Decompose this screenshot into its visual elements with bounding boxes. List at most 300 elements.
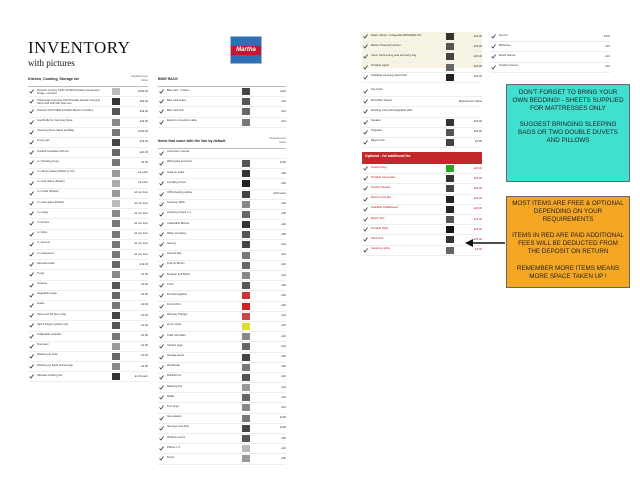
item-photo <box>112 108 120 115</box>
inventory-row <box>362 32 482 42</box>
inventory-row <box>158 220 286 230</box>
inventory-row <box>28 87 148 97</box>
item-price: £40.00 <box>473 207 482 211</box>
inventory-row <box>362 138 482 148</box>
item-name: Inflatable Camping Seat Chair <box>371 74 407 78</box>
item-price: £10 <box>281 263 286 267</box>
item-photo <box>446 119 454 126</box>
item-price: £10 <box>281 99 286 103</box>
item-name: 4 x spoons <box>37 241 50 245</box>
item-photo <box>112 302 120 309</box>
checkmark-icon <box>29 262 33 266</box>
kitchen-header-label: Kitchen, Cooking, Storage etc <box>28 77 80 81</box>
item-photo <box>242 272 250 279</box>
item-name: Duvet <box>167 455 175 459</box>
item-price: £20 <box>281 293 286 297</box>
item-price: £20 <box>281 222 286 226</box>
item-price: £0.00 <box>141 313 148 317</box>
item-price: £0.00 <box>141 344 148 348</box>
checkmark-icon <box>363 227 367 231</box>
item-photo <box>242 374 250 381</box>
inventory-row <box>158 332 286 342</box>
item-name: Clothes pegs <box>167 343 183 347</box>
checkmark-icon <box>491 34 495 38</box>
fees-note-line-2: ITEMS IN RED ARE PAID ADDITIONAL FEES WILL BE DEDUCTED FROM THE DEPOSIT ON RETURN <box>512 232 624 256</box>
inventory-row <box>28 270 148 280</box>
item-price: £1 per item <box>134 252 148 256</box>
checkmark-icon <box>363 248 367 252</box>
inventory-row <box>28 332 148 342</box>
item-price: £10 <box>605 44 610 48</box>
item-name: Spice and Oil Set in bag <box>37 312 66 316</box>
item-name: Storage boxes <box>167 354 185 357</box>
checkmark-icon <box>29 160 33 164</box>
item-photo <box>242 231 250 238</box>
games-column <box>490 32 610 73</box>
item-photo <box>446 33 454 40</box>
item-name: Rubbish bin <box>167 374 182 378</box>
inventory-row <box>28 97 148 107</box>
item-photo <box>112 159 120 166</box>
item-price: £10 <box>281 344 286 348</box>
item-name: Outdoor Shower <box>371 185 391 189</box>
inventory-row <box>28 260 148 270</box>
item-photo <box>242 170 250 177</box>
item-price: £0.00 <box>141 354 148 358</box>
checkmark-icon <box>491 54 495 58</box>
checkmark-icon <box>29 171 33 175</box>
item-photo <box>242 119 250 126</box>
checkmark-icon <box>159 232 163 236</box>
item-price: £10 <box>605 65 610 69</box>
inventory-row <box>158 159 286 169</box>
checkmark-icon <box>159 426 163 430</box>
checkmark-icon <box>159 375 163 379</box>
inventory-row <box>28 311 148 321</box>
checkmark-icon <box>159 436 163 440</box>
item-price: £15.00 <box>473 217 482 221</box>
inventory-row <box>362 87 482 97</box>
inventory-row <box>158 149 286 159</box>
item-price: £20 <box>281 171 286 175</box>
item-photo <box>574 64 582 71</box>
item-photo <box>446 185 454 192</box>
checkmark-icon <box>491 65 495 69</box>
inventory-row <box>28 219 148 229</box>
inventory-row <box>158 87 286 97</box>
item-name: Reading Lamp Rechargeable LED <box>371 108 412 112</box>
item-photo <box>242 435 250 442</box>
inventory-row <box>158 179 286 189</box>
item-name: Electric connection cable <box>167 119 197 123</box>
inventory-row <box>158 312 286 322</box>
checkmark-icon <box>159 416 163 420</box>
inventory-row <box>490 42 610 52</box>
item-photo <box>242 364 250 371</box>
item-photo <box>446 64 454 71</box>
item-price: £1.00 each <box>134 374 148 378</box>
item-photo <box>242 394 250 401</box>
checkmark-icon <box>159 385 163 389</box>
checkmark-icon <box>159 355 163 359</box>
item-price: £20.00 <box>473 186 482 190</box>
bedding-note <box>506 84 630 182</box>
checkmark-icon <box>159 181 163 185</box>
inventory-row <box>362 205 482 215</box>
item-price: £0 per item <box>134 191 148 195</box>
item-name: 4 x mugs <box>37 210 48 214</box>
checkmark-icon <box>29 221 33 225</box>
inventory-row <box>362 128 482 138</box>
item-price: £10 <box>281 109 286 113</box>
default-value-header: Replacement Value <box>269 135 286 144</box>
item-name: Microfibre Towels <box>371 98 392 102</box>
inventory-row <box>158 240 286 250</box>
checkmark-icon <box>159 222 163 226</box>
item-name: Hi Vis Vests <box>167 323 182 327</box>
item-name: Battery Powered Lantern <box>371 43 401 47</box>
item-price: £10 <box>281 405 286 409</box>
item-price: £0.00 <box>141 364 148 368</box>
item-name: Stovetop kettle <box>37 261 55 265</box>
checkmark-icon <box>159 283 163 287</box>
checkmark-icon <box>491 44 495 48</box>
checkmark-icon <box>363 99 367 103</box>
item-name: Beach Tent <box>371 216 385 220</box>
item-name: Outwell Cookware with Lid <box>37 149 69 153</box>
inventory-row <box>490 32 610 42</box>
inventory-row <box>158 393 286 403</box>
inventory-row <box>28 158 148 168</box>
item-name: Outdoor Games <box>499 64 519 68</box>
item-price: £0.00 <box>141 303 148 307</box>
item-name: Fire Pit <box>499 33 508 37</box>
inventory-row <box>158 230 286 240</box>
checkmark-icon <box>363 166 367 170</box>
value-header: Replacement Value <box>131 74 148 82</box>
inventory-row <box>28 148 148 158</box>
inventory-row <box>362 174 482 184</box>
inventory-row <box>362 225 482 235</box>
item-name: Outdoor Rug <box>371 165 387 169</box>
item-name: Mallet <box>167 394 175 398</box>
checkmark-icon <box>29 364 33 368</box>
checkmark-icon <box>159 192 163 196</box>
item-name: 4 x Stacking Cups <box>37 159 59 163</box>
item-name: Windbreak <box>167 364 180 368</box>
item-photo <box>112 333 120 340</box>
item-photo <box>446 43 454 50</box>
checkmark-icon <box>29 232 33 236</box>
bedding-note-line-1: DON'T FORGET TO BRING YOUR OWN BEDDING! - SHEETS SUPPLIED FOR MATTRESSES ONLY <box>512 89 624 113</box>
item-name: Scissors <box>37 282 48 286</box>
inventory-row <box>28 291 148 301</box>
item-price: £30 <box>281 456 286 460</box>
inventory-row <box>362 184 482 194</box>
item-price: £24.00 <box>139 150 148 154</box>
inventory-row <box>28 342 148 352</box>
checkmark-icon <box>363 120 367 124</box>
bike-and-default-column <box>158 72 286 465</box>
item-photo <box>446 196 454 203</box>
item-name: First Aid Kit <box>167 303 181 307</box>
item-price: £49.00 <box>139 120 148 124</box>
checkmark-icon <box>29 211 33 215</box>
item-name: Hammock <box>371 236 384 240</box>
item-price: £30.00 <box>473 75 482 79</box>
item-photo <box>112 149 120 156</box>
inventory-row <box>158 210 286 220</box>
item-photo <box>112 363 120 370</box>
item-name: Dometic Country GP40 30 Wifi Portable Compressor Fridge + Freezer <box>37 88 100 95</box>
inventory-row <box>158 434 286 444</box>
inventory-row <box>158 97 286 107</box>
item-price: £25.00 <box>473 237 482 241</box>
item-name: Camping Table <box>167 201 185 205</box>
checkmark-icon <box>363 197 367 201</box>
item-price: £20.00 <box>473 166 482 170</box>
item-price: £1 each <box>138 181 148 185</box>
inventory-row <box>158 291 286 301</box>
inventory-row <box>158 302 286 312</box>
item-price: £50 <box>281 436 286 440</box>
inventory-row <box>28 281 148 291</box>
inventory-row <box>28 301 148 311</box>
item-price: £199.00 <box>138 130 148 134</box>
item-price: £25.00 <box>473 176 482 180</box>
item-name: Vegetable peeler <box>37 292 58 296</box>
checkmark-icon <box>159 344 163 348</box>
item-name: Camping Stove Stand and Bag <box>37 129 74 133</box>
item-photo <box>112 292 120 299</box>
item-photo <box>574 33 582 40</box>
checkmark-icon <box>29 374 33 378</box>
inventory-row <box>28 199 148 209</box>
item-photo <box>446 53 454 60</box>
inventory-row <box>158 169 286 179</box>
item-name: USB charging cables <box>167 191 193 194</box>
checkmark-icon <box>159 456 163 460</box>
item-price: £10 <box>281 446 286 450</box>
item-price: Replacement Value <box>458 99 482 103</box>
checkmark-icon <box>363 176 367 180</box>
checkmark-icon <box>159 120 163 124</box>
checkmark-icon <box>159 304 163 308</box>
checkmark-icon <box>159 151 163 155</box>
checkmark-icon <box>159 365 163 369</box>
inventory-row <box>28 230 148 240</box>
item-price: £30.00 <box>473 44 482 48</box>
item-price: £50 <box>281 355 286 358</box>
item-name: Gas Bottle for Camping Stove <box>37 119 73 123</box>
item-price: £1 per item <box>134 232 148 236</box>
checkmark-icon <box>363 65 367 69</box>
checkmark-icon <box>29 89 33 93</box>
item-price: £110 <box>280 89 286 93</box>
item-photo <box>112 261 120 268</box>
item-photo <box>242 415 250 422</box>
fees-note <box>506 196 630 288</box>
item-price: £10 <box>281 273 286 277</box>
inventory-row <box>158 200 286 210</box>
item-name: Barbecue <box>499 43 511 47</box>
checkmark-icon <box>159 242 163 246</box>
item-price: £1 per item <box>134 211 148 215</box>
checkmark-icon <box>159 109 163 113</box>
brand-logo <box>230 36 262 64</box>
item-price: £29.00 <box>139 140 148 144</box>
bike-rack-header-label: BIKE RACK <box>158 77 178 81</box>
inventory-row <box>362 118 482 128</box>
item-price: £10 <box>281 120 286 124</box>
item-price: £49.00 <box>139 109 148 113</box>
item-photo <box>242 455 250 462</box>
item-price: £20 <box>281 181 286 185</box>
item-photo <box>112 343 120 350</box>
item-price: £5.00 <box>475 248 482 252</box>
item-name: Tent pegs <box>167 404 179 408</box>
item-photo <box>446 98 454 105</box>
item-photo <box>112 190 120 197</box>
item-name: 4 x knives <box>37 220 49 224</box>
checkmark-icon <box>29 303 33 307</box>
checkmark-icon <box>159 253 163 257</box>
item-photo <box>112 241 120 248</box>
checkmark-icon <box>363 89 367 93</box>
inventory-row <box>158 342 286 352</box>
checkmark-icon <box>159 273 163 277</box>
checkmark-icon <box>363 54 367 58</box>
inventory-row <box>158 118 286 128</box>
checkmark-icon <box>363 140 367 144</box>
checkmark-icon <box>159 161 163 165</box>
item-name: Ground Mat <box>167 252 182 256</box>
item-name: 4 x teaspoons <box>37 251 54 255</box>
item-name: Frying pan <box>37 139 50 143</box>
item-photo <box>242 201 250 208</box>
item-photo <box>242 445 250 452</box>
item-price: £100 <box>280 416 286 420</box>
item-name: Fold up Broom <box>167 262 185 266</box>
item-name: Van keys and fobs <box>167 425 189 429</box>
item-photo <box>242 98 250 105</box>
item-name: Board Games <box>499 53 516 57</box>
item-photo <box>446 129 454 136</box>
logo-text: Martha <box>236 47 256 53</box>
item-price: £30.00 <box>473 130 482 134</box>
inventory-row <box>28 169 148 179</box>
item-photo <box>446 236 454 243</box>
item-name: Portable Lights <box>371 64 389 68</box>
inventory-row <box>158 403 286 413</box>
inventory-row <box>158 363 286 373</box>
inventory-row <box>28 209 148 219</box>
optional-header-label: Optional - for additional fee <box>365 154 411 159</box>
item-price: £30.00 <box>473 120 482 123</box>
item-photo <box>446 165 454 172</box>
checkmark-icon <box>159 263 163 267</box>
checkmark-icon <box>29 109 33 113</box>
item-photo <box>242 108 250 115</box>
item-price: £100 <box>280 426 286 430</box>
item-price: £10 <box>281 334 286 338</box>
checkmark-icon <box>159 324 163 328</box>
inventory-row <box>362 215 482 225</box>
item-price: £0 per item <box>134 201 148 205</box>
inventory-row <box>28 321 148 331</box>
inventory-row <box>158 414 286 424</box>
item-price: £30.00 <box>473 34 482 38</box>
item-price: £0.00 <box>141 334 148 337</box>
checkmark-icon <box>159 89 163 93</box>
item-photo <box>242 191 250 198</box>
item-name: Torch <box>167 282 174 286</box>
item-name: Bike rack lock <box>167 108 184 112</box>
checkmark-icon <box>363 34 367 38</box>
item-name: Tongs <box>37 271 45 275</box>
inventory-row <box>28 128 148 138</box>
item-price: £20.00 <box>473 197 482 201</box>
item-price: £0.00 <box>141 323 148 327</box>
inventory-row <box>158 373 286 383</box>
checkmark-icon <box>29 140 33 144</box>
item-name: Fire Extinguisher <box>167 292 188 296</box>
item-name: Toilet roll holder <box>167 333 186 337</box>
item-name: 4 x side plates (Plastic) <box>37 180 65 184</box>
item-price: £0.00 <box>141 293 148 297</box>
item-name: Ultimate Cooking Set <box>37 373 63 377</box>
inventory-row <box>158 251 286 261</box>
default-items-header-label: Items that come with the Van by default <box>158 138 226 143</box>
item-photo <box>242 313 250 320</box>
checkmark-icon <box>159 314 163 318</box>
item-name: Awning <box>167 241 176 245</box>
inventory-row <box>362 246 482 256</box>
inventory-row <box>158 261 286 271</box>
item-photo <box>112 322 120 329</box>
item-photo <box>242 282 250 289</box>
inventory-row <box>28 107 148 117</box>
item-photo <box>446 216 454 223</box>
checkmark-icon <box>363 130 367 134</box>
item-name: Collapsible Bucket <box>167 221 190 225</box>
item-photo <box>112 312 120 319</box>
item-price: £19.00 <box>139 262 148 266</box>
item-name: Washing up liquid and sponge <box>37 363 73 367</box>
item-price: £50 <box>281 232 286 236</box>
item-price: £10 <box>281 314 286 318</box>
fees-note-line-1: MOST ITEMS ARE FREE & OPTIONAL DEPENDING ON YOUR REQUIREMENTS <box>512 200 624 224</box>
inventory-row <box>362 164 482 174</box>
bike-rack-header <box>158 72 286 87</box>
item-name: Dometic CFX3 55IM 12/240V Electric Cool Box <box>37 108 94 112</box>
item-name: Gas adaptor <box>167 415 182 419</box>
item-price: £10 <box>281 375 286 379</box>
pointer-arrow-icon <box>465 238 507 248</box>
inventory-page-1 <box>28 28 290 460</box>
checkmark-icon <box>29 242 33 246</box>
item-name: Window covers <box>167 435 186 439</box>
item-name: 4 x bowls (Plastic) <box>37 190 59 194</box>
checkmark-icon <box>29 344 33 348</box>
item-photo <box>112 353 120 360</box>
item-photo <box>112 271 120 278</box>
item-photo <box>242 88 250 95</box>
item-photo <box>446 206 454 213</box>
inventory-row <box>158 190 286 200</box>
inventory-row <box>362 42 482 52</box>
item-price: £30.00 <box>473 65 482 69</box>
